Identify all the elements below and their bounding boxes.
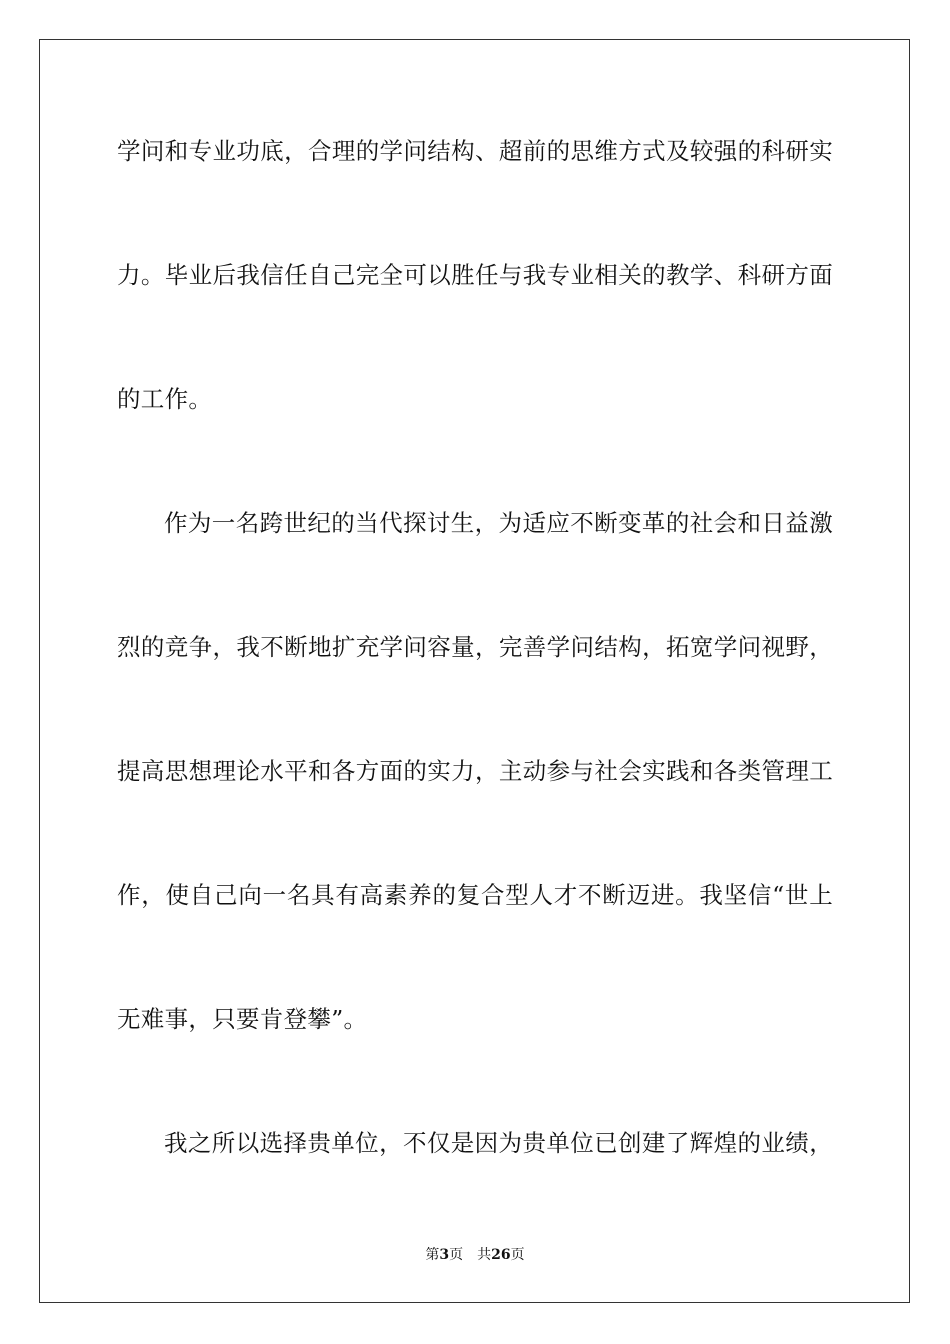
page-footer [0, 1246, 950, 1264]
body-text-line-6: 提高思想理论水平和各方面的实力，主动参与社会实践和各类管理工 [117, 757, 833, 785]
body-text-line-7: 作，使自己向一名具有高素养的复合型人才不断迈进。我坚信“世上 [117, 881, 833, 909]
footer-total-pages: 26 [491, 1247, 511, 1263]
body-text-line-1: 学问和专业功底，合理的学问结构、超前的思维方式及较强的科研实 [117, 137, 833, 165]
page-border [39, 39, 910, 1303]
body-text-line-2: 力。毕业后我信任自己完全可以胜任与我专业相关的教学、科研方面 [117, 261, 833, 289]
footer-total-suffix: 页 [510, 1247, 525, 1263]
footer-page-number: 3 [439, 1247, 450, 1263]
body-text-line-3: 的工作。 [117, 385, 213, 413]
body-text-line-8: 无难事，只要肯登攀”。 [117, 1005, 368, 1033]
body-text-line-5: 烈的竞争，我不断地扩充学问容量，完善学问结构，拓宽学问视野， [117, 633, 833, 661]
footer-page-suffix: 页 [449, 1247, 464, 1263]
body-text-line-4: 作为一名跨世纪的当代探讨生，为适应不断变革的社会和日益激 [164, 509, 833, 537]
footer-page-prefix: 第 [425, 1247, 440, 1263]
footer-total-prefix: 共 [477, 1247, 492, 1263]
body-text-line-9: 我之所以选择贵单位，不仅是因为贵单位已创建了辉煌的业绩， [164, 1129, 833, 1157]
